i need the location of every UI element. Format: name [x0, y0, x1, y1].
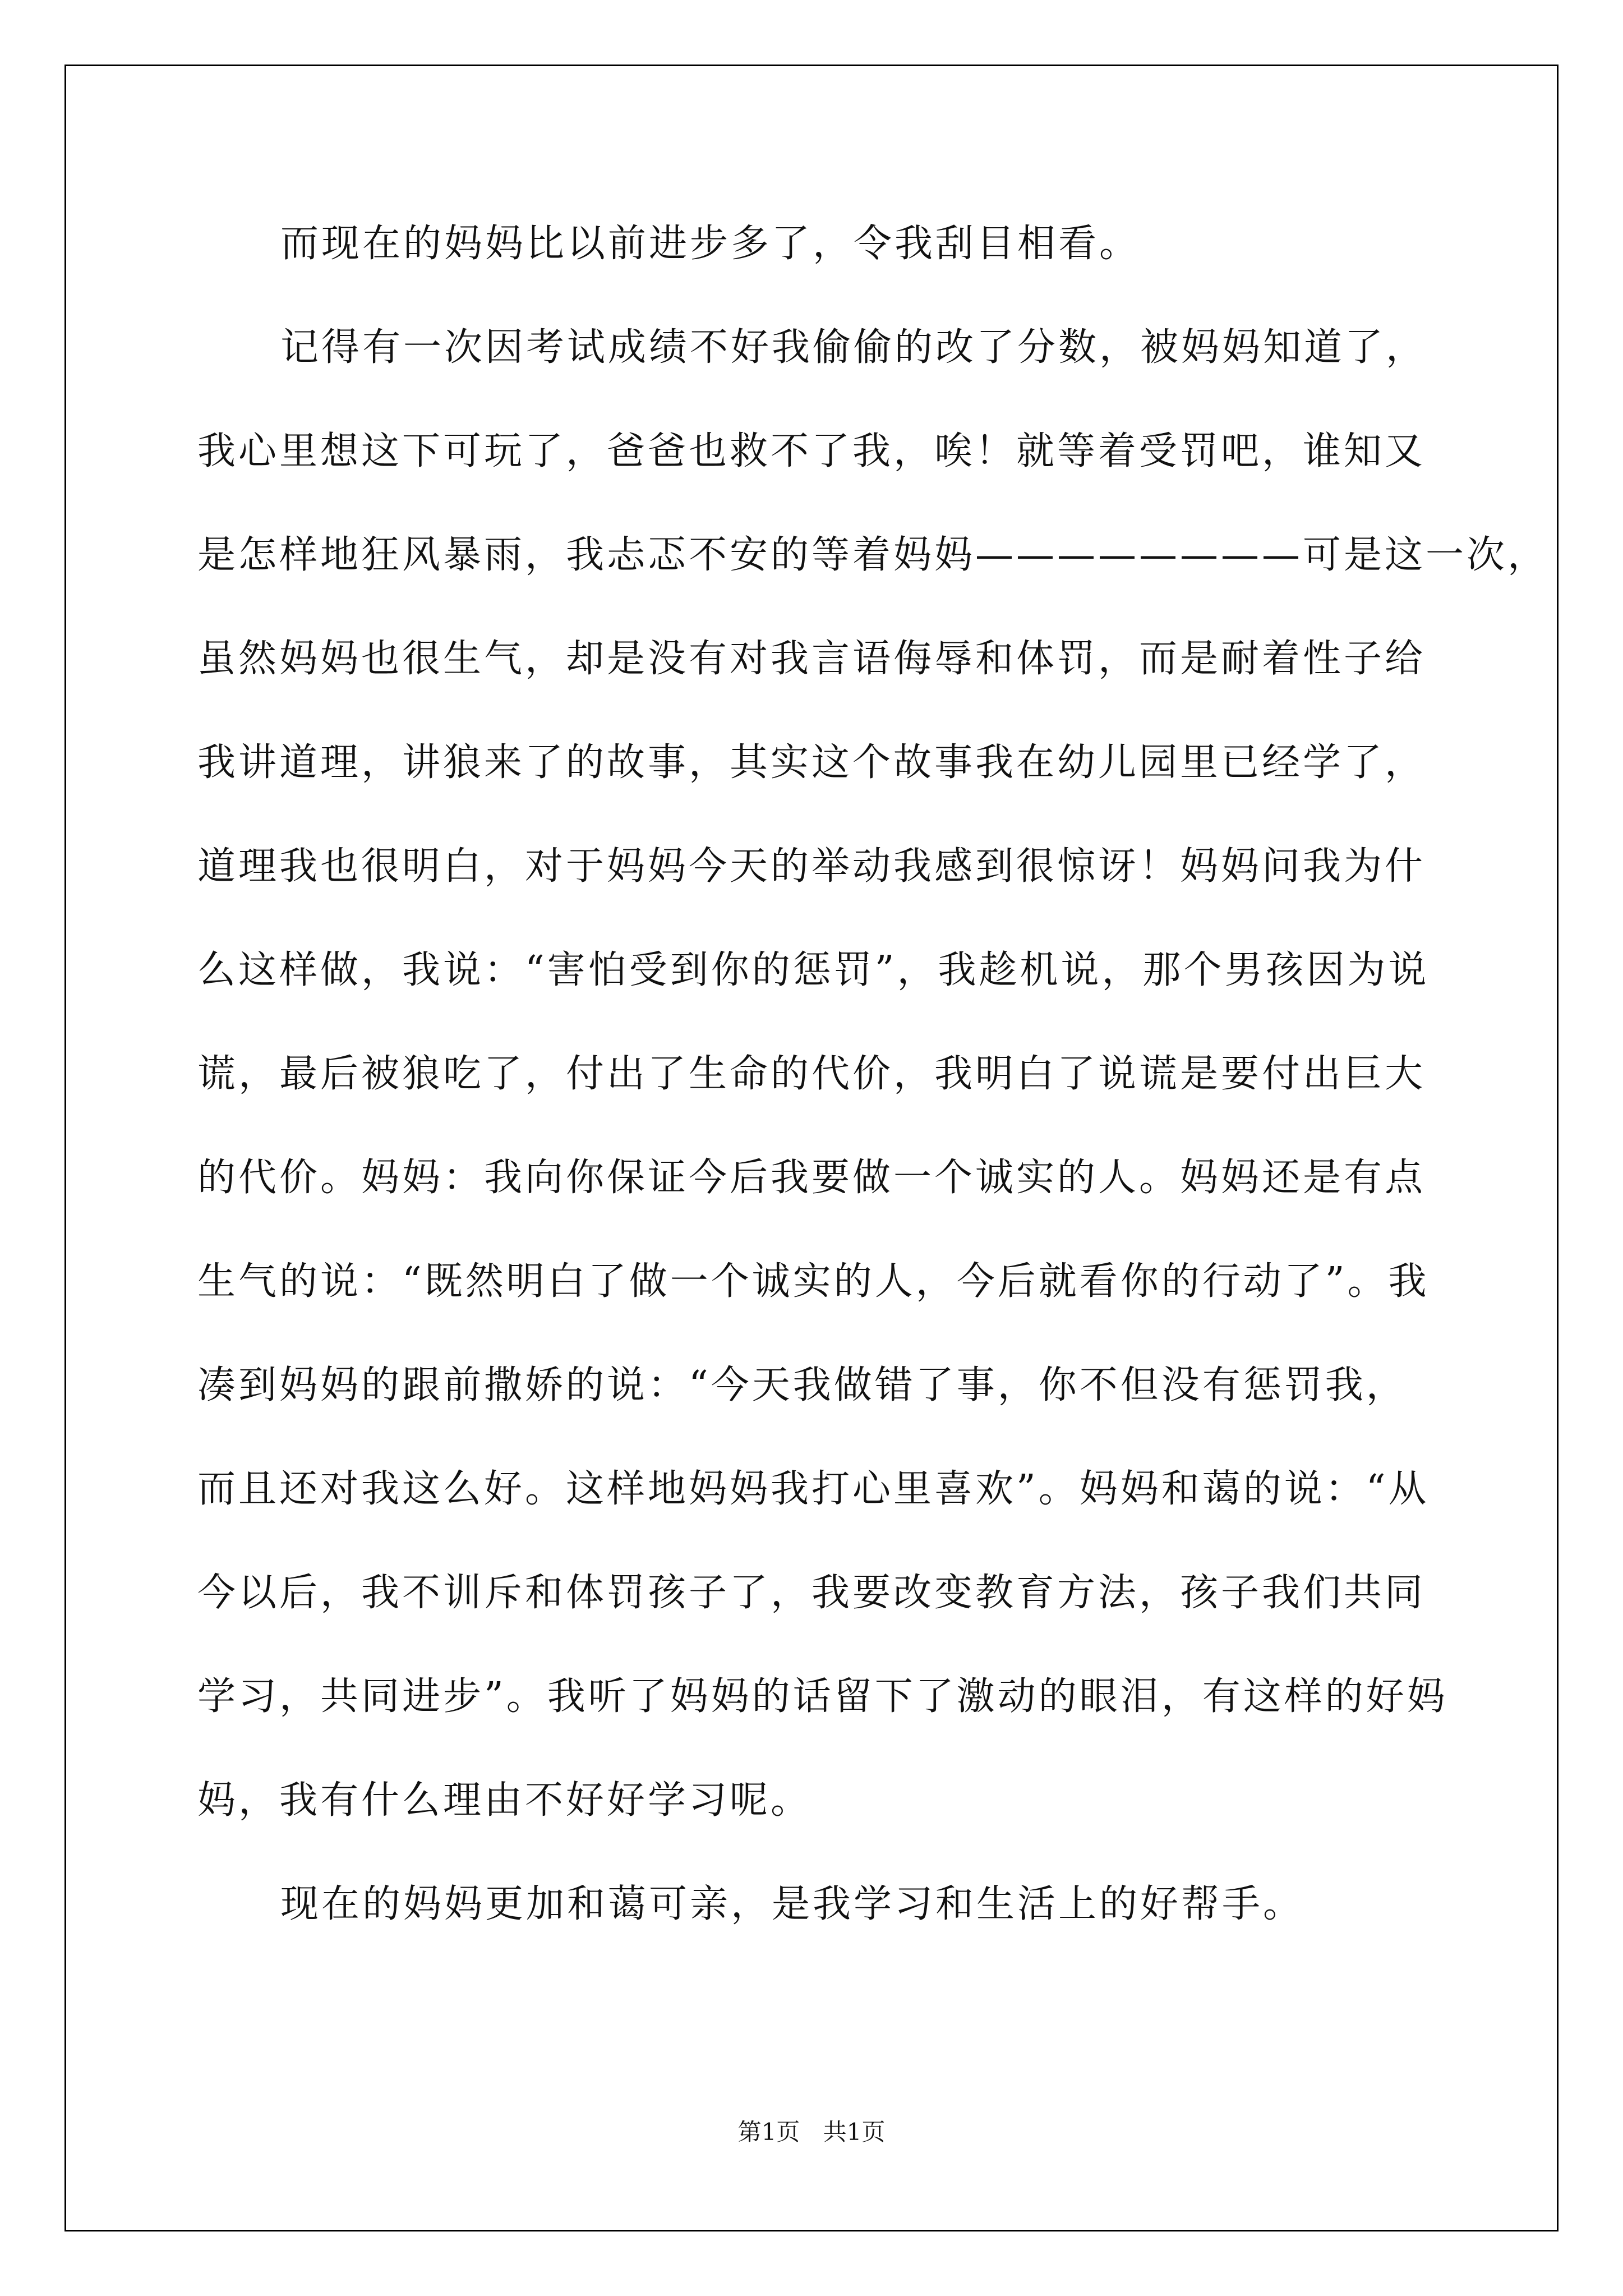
text-line: 现在的妈妈更加和蔼可亲，是我学习和生活上的好帮手。 — [280, 1882, 1304, 1926]
text-line: 道理我也很明白，对于妈妈今天的举动我感到很惊讶！妈妈问我为什 — [197, 844, 1426, 889]
text-line: 生气的说：“既然明白了做一个诚实的人，今后就看你的行动了”。我 — [197, 1259, 1430, 1304]
text-line: 我心里想这下可玩了，爸爸也救不了我，唉！就等着受罚吧，谁知又 — [197, 429, 1426, 473]
text-line: 谎，最后被狼吃了，付出了生命的代价，我明白了说谎是要付出巨大 — [197, 1052, 1426, 1096]
text-line: 是怎样地狂风暴雨，我忐忑不安的等着妈妈————————可是这一次， — [197, 533, 1549, 577]
text-line: 而现在的妈妈比以前进步多了，令我刮目相看。 — [280, 222, 1141, 266]
text-line: 而且还对我这么好。这样地妈妈我打心里喜欢”。妈妈和蔼的说：“从 — [197, 1467, 1430, 1511]
page-number: 第1页 — [737, 2118, 800, 2146]
text-line: 妈，我有什么理由不好好学习呢。 — [197, 1778, 812, 1823]
page-total: 共1页 — [823, 2118, 886, 2146]
text-line: 今以后，我不训斥和体罚孩子了，我要改变教育方法，孩子我们共同 — [197, 1571, 1426, 1615]
text-line: 记得有一次因考试成绩不好我偷偷的改了分数，被妈妈知道了， — [280, 325, 1427, 370]
text-line: 学习，共同进步”。我听了妈妈的话留下了激动的眼泪，有这样的好妈 — [197, 1674, 1448, 1719]
text-line: 凑到妈妈的跟前撒娇的说：“今天我做错了事，你不但没有惩罚我， — [197, 1363, 1407, 1407]
text-line: 的代价。妈妈：我向你保证今后我要做一个诚实的人。妈妈还是有点 — [197, 1156, 1426, 1200]
page-footer — [0, 2114, 1623, 2147]
text-line: 虽然妈妈也很生气，却是没有对我言语侮辱和体罚，而是耐着性子给 — [197, 637, 1426, 681]
text-line: 我讲道理，讲狼来了的故事，其实这个故事我在幼儿园里已经学了， — [197, 740, 1426, 785]
text-line: 么这样做，我说：“害怕受到你的惩罚”，我趁机说，那个男孩因为说 — [197, 948, 1430, 992]
